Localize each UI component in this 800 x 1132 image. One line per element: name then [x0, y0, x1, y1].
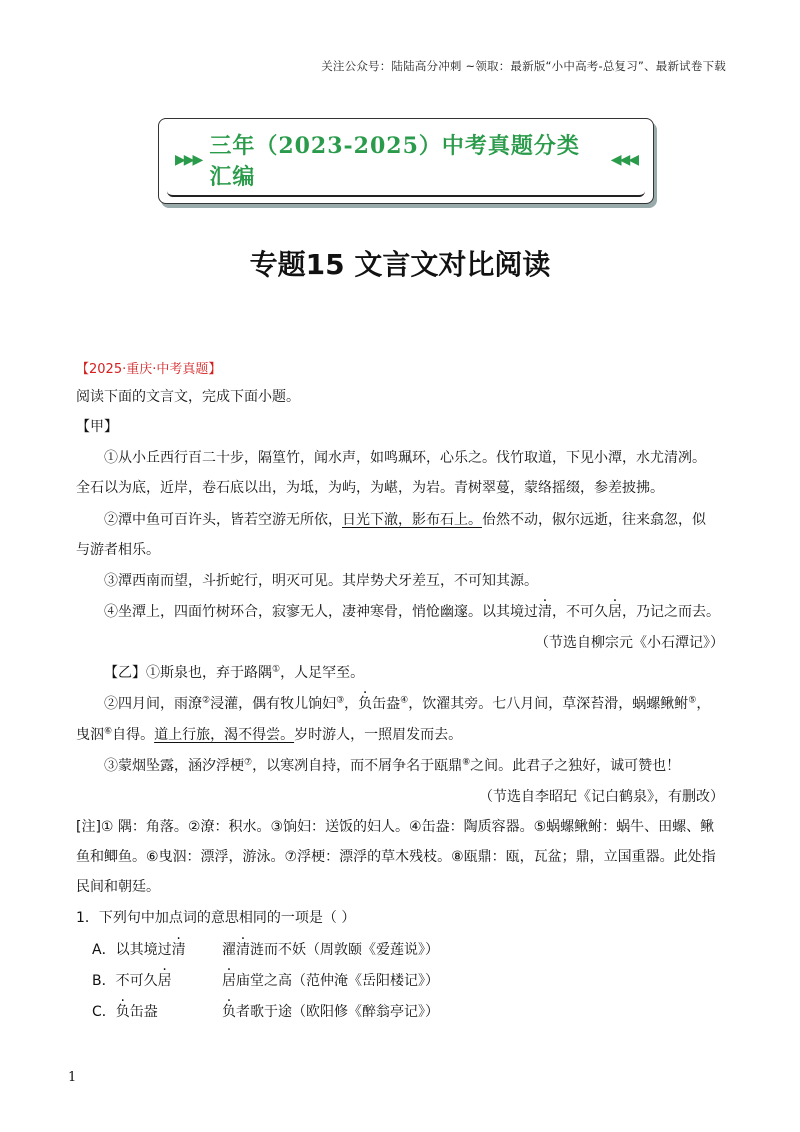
- page-number: 1: [68, 1070, 77, 1085]
- yi-p2a: [104, 693, 710, 713]
- yi-p1: [104, 662, 364, 682]
- option-c-right: [222, 1001, 439, 1021]
- option-b-right-dotted: 居: [222, 973, 236, 989]
- jia-p3: ③潭西南而望，斗折蛇行，明灭可见。其岸势犬牙差互，不可知其源。: [104, 573, 538, 589]
- banner-left-arrows: ▶▶▶: [175, 152, 202, 168]
- jia-source: （节选自柳宗元《小石潭记》）: [535, 635, 724, 651]
- yi-p2b-2: 自得。: [112, 727, 155, 743]
- note-ref-4: ④: [400, 695, 409, 706]
- yi-p3-1: ③蒙烟坠露，涵汐浮梗: [104, 758, 244, 774]
- option-a-right: [222, 939, 439, 959]
- page-title: 专题15 文言文对比阅读: [249, 248, 551, 281]
- yi-p2b-3: 岁时游人，一照眉发而去。: [294, 727, 463, 743]
- jia-p1a: ①从小丘西行百二十步，隔篁竹，闻水声，如鸣珮环，心乐之。伐竹取道，下见小潭，水尤清冽。: [104, 450, 706, 466]
- banner-right-arrows: ◀◀◀: [610, 152, 637, 168]
- note-ref-3: ③: [336, 695, 345, 706]
- jia-p4-mid: ，不可久: [552, 604, 608, 620]
- option-c-label: C．: [92, 1004, 116, 1020]
- yi-p2a-3: ，: [344, 696, 359, 712]
- yi-p2a-2: 浸灌，偶有牧儿饷妇: [210, 696, 337, 712]
- jia-p2a: [104, 509, 706, 529]
- jia-p4-post: ，乃记之而去。: [622, 604, 720, 620]
- note-ref-5: ⑤: [688, 695, 697, 706]
- option-b-right: [222, 970, 439, 990]
- yi-p2a-4: 缶盎: [372, 696, 401, 712]
- banner-inner: [167, 125, 645, 197]
- notes-line-1: [注]① 隅：角落。②潦：积水。③饷妇：送饭的妇人。④缶盎：陶质容器。⑤蜗螺鳅鲋：蜗牛、田螺、鳅: [76, 819, 715, 835]
- yi-p1-text: 【乙】①斯泉也，弃于路隅: [104, 665, 272, 681]
- option-b-dotted: 居: [157, 973, 172, 989]
- option-a-right-post: 涟而不妖（周敦颐《爱莲说》）: [250, 942, 439, 958]
- question-stem: 1．下列句中加点词的意思相同的一项是（ ）: [76, 910, 356, 926]
- jia-p2b: 与游者相乐。: [76, 542, 160, 558]
- option-b-right-post: 庙堂之高（范仲淹《岳阳楼记》）: [236, 973, 439, 989]
- jia-p1b: 全石以为底，近岸，卷石底以出，为坻，为屿，为嵁，为岩。青树翠蔓，蒙络摇缀，参差披拂。: [76, 480, 664, 496]
- note-ref-1: ①: [272, 664, 281, 675]
- jia-p4-dotted-1: 清: [538, 604, 552, 620]
- option-b-left: [92, 970, 172, 990]
- option-c-right-post: 者歌于途（欧阳修《醉翁亭记》）: [236, 1004, 439, 1020]
- yi-p3-3: 之间。此君子之独好，诚可赞也！: [470, 758, 681, 774]
- note-ref-6: ⑥: [104, 726, 113, 737]
- jia-p2a-pre: ②潭中鱼可百许头，皆若空游无所依，: [104, 512, 342, 528]
- yi-p2b: [76, 724, 462, 744]
- jia-p2a-post: 佁然不动，俶尔远逝，往来翕忽，似: [482, 512, 706, 528]
- jia-p4-pre: ④坐潭上，四面竹树环合，寂寥无人，凄神寒骨，悄怆幽邃。以其境过: [104, 604, 538, 620]
- option-a-left: [92, 939, 186, 959]
- option-a-right-dotted: 清: [236, 942, 250, 958]
- option-a-label: A．以其境过: [92, 942, 172, 958]
- yi-p2a-5: ，饮濯其旁。七八月间，草深苔滑，蜗螺鳅鲋: [408, 696, 689, 712]
- option-c-left: [92, 1001, 158, 1021]
- yi-dotted-fu: 负: [358, 696, 373, 712]
- instruction: 阅读下面的文言文，完成下面小题。: [76, 389, 300, 405]
- option-c-dotted: 负: [115, 1004, 130, 1020]
- note-ref-8: ⑧: [462, 757, 471, 768]
- option-c-right-dotted: 负: [222, 1004, 236, 1020]
- yi-source: （节选自李昭玘《记白鹤泉》，有删改）: [479, 789, 724, 805]
- source-tag: 【2025·重庆·中考真题】: [76, 362, 222, 377]
- yi-p2a-6: ，: [696, 696, 711, 712]
- yi-p2a-1: ②四月间，雨潦: [104, 696, 202, 712]
- option-c-post: 缶盎: [129, 1004, 158, 1020]
- title-banner: [158, 118, 654, 204]
- yi-p3: [104, 755, 680, 775]
- yi-p2b-1: 曳泅: [76, 727, 104, 743]
- option-a-right-pre: 濯: [222, 942, 236, 958]
- yi-p2b-underlined: 道上行旅，渴不得尝。: [154, 727, 295, 743]
- banner-text: 三年（2023-2025）中考真题分类汇编: [209, 133, 580, 190]
- note-ref-2: ②: [202, 695, 211, 706]
- jia-p4: [104, 601, 720, 621]
- header-note: 关注公众号：陆陆高分冲刺 ~领取：最新版“小中高考-总复习”、最新试卷下载: [321, 59, 726, 73]
- jia-p4-dotted-2: 居: [608, 604, 622, 620]
- notes-line-2: 鱼和鲫鱼。⑥曳泅：漂浮，游泳。⑦浮梗：漂浮的草木残枝。⑧瓯鼎：瓯，瓦盆；鼎，立国重器。此处指: [76, 849, 716, 865]
- jia-p2a-underlined: 日光下澈，影布石上。: [342, 512, 482, 528]
- note-ref-7: ⑦: [244, 757, 253, 768]
- yi-p1-post: ，人足罕至。: [280, 665, 365, 681]
- option-b-label: B．不可久: [92, 973, 158, 989]
- yi-p3-2: ，以寒冽自持，而不屑争名于瓯鼎: [252, 758, 463, 774]
- jia-label: 【甲】: [76, 419, 118, 435]
- option-a-dotted: 清: [171, 942, 186, 958]
- notes-line-3: 民间和朝廷。: [76, 879, 160, 895]
